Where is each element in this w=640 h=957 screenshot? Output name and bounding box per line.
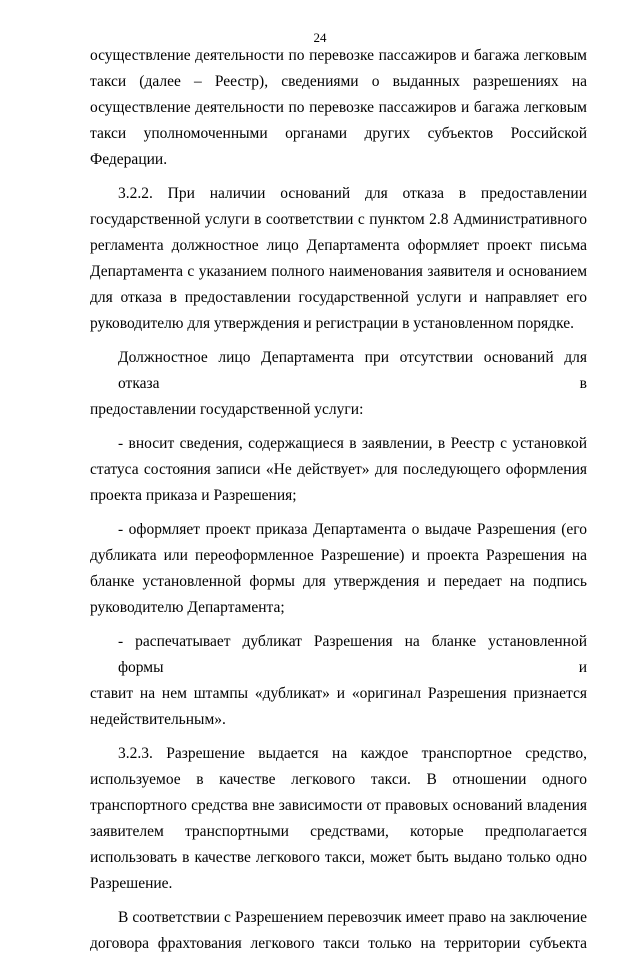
text-line: бланке установленной формы для утверждения и передает на подпись bbox=[90, 573, 587, 590]
paragraph-3-2-3 bbox=[90, 741, 587, 897]
text-line: - вносит сведения, содержащиеся в заявлении, в Реестр с установкой bbox=[118, 435, 587, 452]
list-item-order-draft bbox=[90, 517, 587, 621]
text-line: В соответствии с Разрешением перевозчик имеет право на заключение bbox=[118, 909, 587, 926]
paragraph-3-2-2 bbox=[90, 181, 587, 337]
text-line: договора фрахтования легкового такси только на территории субъекта bbox=[90, 935, 587, 952]
text-line: предоставлении государственной услуги: bbox=[90, 401, 364, 418]
text-line: Разрешение. bbox=[90, 875, 173, 892]
paragraph-charter bbox=[90, 905, 587, 957]
text-line: регламента должностное лицо Департамента оформляет проект письма bbox=[90, 237, 587, 254]
text-line: заявителем транспортными средствами, которые предполагается bbox=[90, 823, 587, 840]
text-line: дубликата или переоформленное Разрешение) и проекта Разрешения на bbox=[90, 547, 587, 564]
text-line: используемое в качестве легкового такси. В отношении одного bbox=[90, 771, 587, 788]
text-line: 3.2.2. При наличии оснований для отказа в предоставлении bbox=[118, 185, 587, 202]
text-line: транспортного средства вне зависимости от правовых оснований владения bbox=[90, 797, 587, 814]
text-line: проекта приказа и Разрешения; bbox=[90, 487, 297, 504]
text-line: руководителю для утверждения и регистрации в установленном порядке. bbox=[90, 315, 574, 332]
text-line: ставит на нем штампы «дубликат» и «оригинал Разрешения признается bbox=[90, 685, 587, 702]
text-line: осуществление деятельности по перевозке пассажиров и багажа легковым bbox=[90, 47, 587, 64]
text-line: недействительным». bbox=[90, 711, 226, 728]
page-number: 24 bbox=[313, 30, 327, 45]
text-line: такси уполномоченными органами других субъектов Российской Федерации. bbox=[90, 125, 587, 168]
text-line: использовать в качестве легкового такси, может быть выдано только одно bbox=[90, 849, 587, 866]
text-line: такси (далее – Реестр), сведениями о выданных разрешениях на bbox=[90, 73, 587, 90]
text-line: Департамента с указанием полного наименования заявителя и основанием bbox=[90, 263, 587, 280]
text-line: Должностное лицо Департамента при отсутствии оснований для отказа в bbox=[118, 349, 587, 392]
text-line: - распечатывает дубликат Разрешения на бланке установленной формы и bbox=[118, 633, 587, 676]
text-line: для отказа в предоставлении государственной услуги и направляет его bbox=[90, 289, 587, 306]
document-body bbox=[90, 43, 587, 957]
paragraph-official-actions bbox=[90, 345, 587, 423]
text-line: руководителю Департамента; bbox=[90, 599, 285, 616]
list-item-registry bbox=[90, 431, 587, 509]
list-item-duplicate bbox=[90, 629, 587, 733]
text-line: - оформляет проект приказа Департамента о выдаче Разрешения (его bbox=[118, 521, 587, 538]
text-line: 3.2.3. Разрешение выдается на каждое транспортное средство, bbox=[118, 745, 587, 762]
text-line: государственной услуги в соответствии с пунктом 2.8 Административного bbox=[90, 211, 587, 228]
text-line: осуществление деятельности по перевозке пассажиров и багажа легковым bbox=[90, 99, 587, 116]
text-line: статуса состояния записи «Не действует» для последующего оформления bbox=[90, 461, 587, 478]
paragraph-continuation bbox=[90, 43, 587, 173]
